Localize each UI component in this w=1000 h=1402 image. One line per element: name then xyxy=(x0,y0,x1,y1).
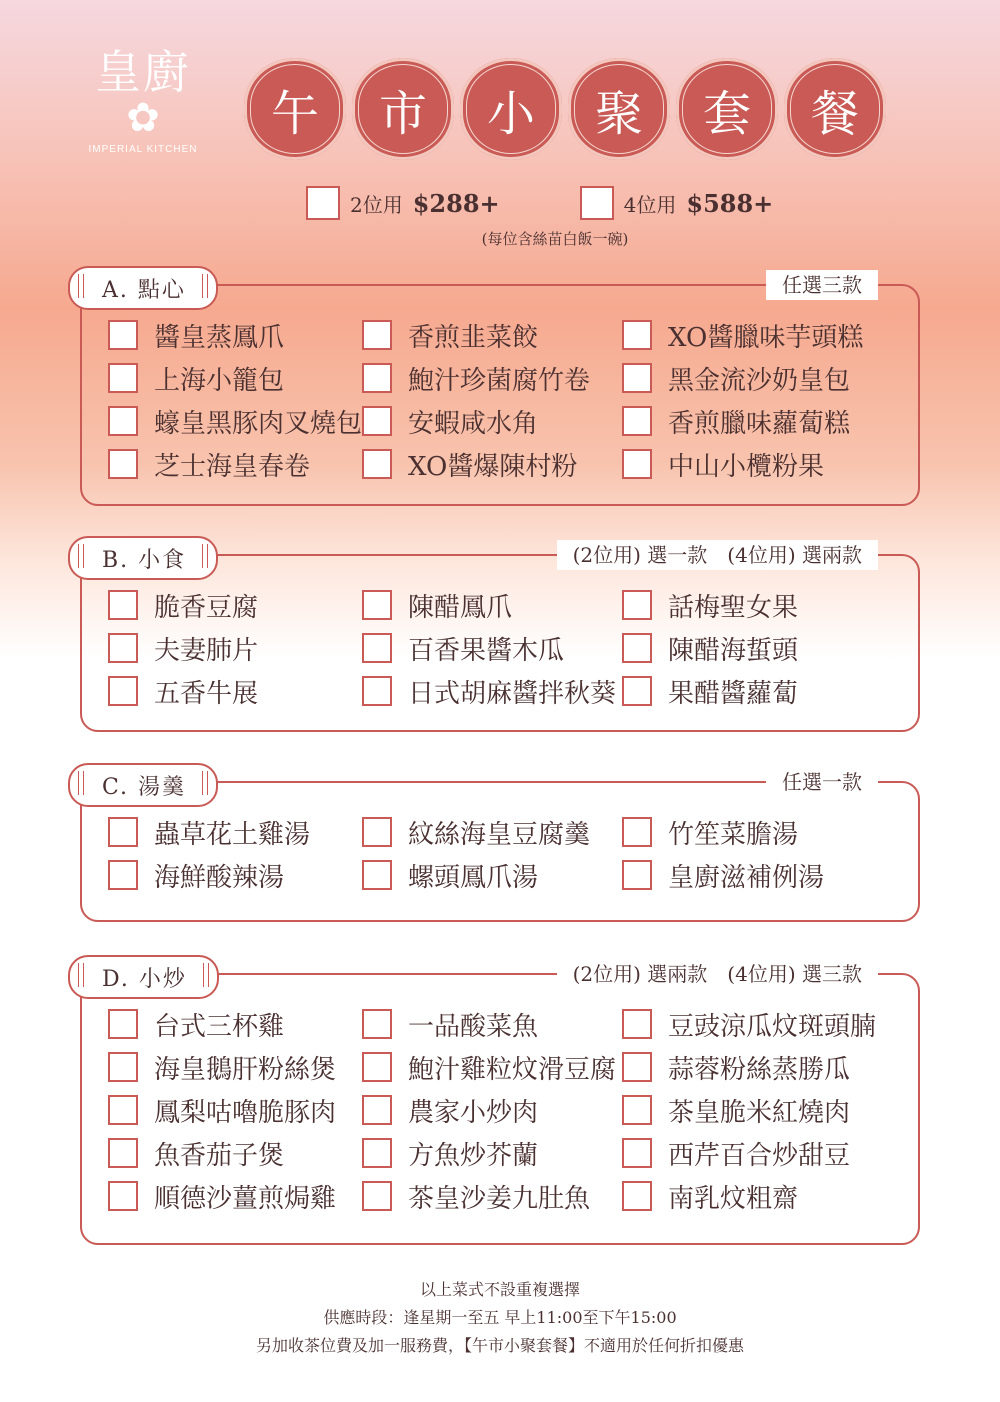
price-four-checkbox[interactable] xyxy=(580,186,614,220)
menu-item-label: 豆豉涼瓜炆斑頭腩 xyxy=(668,1011,877,1042)
menu-item[interactable] xyxy=(622,1181,882,1214)
menu-item-checkbox[interactable] xyxy=(622,1095,652,1125)
menu-item-checkbox[interactable] xyxy=(362,633,392,663)
menu-item-checkbox[interactable] xyxy=(362,406,392,436)
item-grid xyxy=(108,590,882,709)
menu-item-label: 醬皇蒸鳳爪 xyxy=(154,322,285,353)
menu-item-label: 日式胡麻醬拌秋葵 xyxy=(408,678,617,709)
menu-item[interactable] xyxy=(362,590,622,623)
menu-item-checkbox[interactable] xyxy=(362,1052,392,1082)
menu-item[interactable] xyxy=(362,1095,622,1128)
section-note: (2位用) 選一款 (4位用) 選兩款 xyxy=(557,540,878,570)
section-tag: B. 小食 xyxy=(68,536,218,580)
section-snacks xyxy=(80,543,920,732)
menu-item[interactable] xyxy=(108,449,362,482)
price-two-checkbox[interactable] xyxy=(306,186,340,220)
menu-item[interactable] xyxy=(362,1009,622,1042)
menu-item-checkbox[interactable] xyxy=(362,676,392,706)
price-options xyxy=(306,186,773,220)
menu-item[interactable] xyxy=(622,633,882,666)
menu-item-label: 竹笙菜膽湯 xyxy=(668,819,799,850)
section-stir-fry xyxy=(80,962,920,1245)
menu-item-checkbox[interactable] xyxy=(622,860,652,890)
price-two-amount: $288+ xyxy=(412,188,500,218)
menu-item[interactable] xyxy=(108,320,362,353)
footer-line-3: 另加收茶位費及加一服務費，【午市小聚套餐】不適用於任何折扣優惠 xyxy=(255,1336,744,1355)
menu-item-label: 五香牛展 xyxy=(154,678,259,709)
section-dim-sum xyxy=(80,273,920,506)
menu-item-checkbox[interactable] xyxy=(362,449,392,479)
menu-item-label: 果醋醬蘿蔔 xyxy=(668,678,799,709)
menu-item-checkbox[interactable] xyxy=(362,320,392,350)
menu-item[interactable] xyxy=(108,1181,362,1214)
menu-item-checkbox[interactable] xyxy=(108,1181,138,1211)
menu-item-label: 一品酸菜魚 xyxy=(408,1011,539,1042)
menu-item[interactable] xyxy=(622,1095,882,1128)
footer-line-2: 供應時段：逢星期一至五 早上11:00至下午15:00 xyxy=(323,1308,677,1327)
menu-item[interactable] xyxy=(622,817,882,850)
menu-item-label: 螺頭鳳爪湯 xyxy=(408,862,539,893)
menu-item[interactable] xyxy=(108,860,362,893)
menu-item-checkbox[interactable] xyxy=(362,363,392,393)
price-four-amount: $588+ xyxy=(686,188,774,218)
menu-item-checkbox[interactable] xyxy=(622,1181,652,1211)
menu-item-checkbox[interactable] xyxy=(108,449,138,479)
menu-item-label: 西芹百合炒甜豆 xyxy=(668,1140,851,1171)
menu-item-checkbox[interactable] xyxy=(108,1138,138,1168)
menu-item[interactable] xyxy=(362,633,622,666)
menu-item-label: 海鮮酸辣湯 xyxy=(154,862,285,893)
footer xyxy=(0,1276,1000,1360)
logo-english: IMPERIAL KITCHEN xyxy=(88,144,198,155)
menu-item-checkbox[interactable] xyxy=(362,1181,392,1211)
menu-item-label: 中山小欖粉果 xyxy=(668,451,825,482)
menu-item-checkbox[interactable] xyxy=(108,363,138,393)
section-note: 任選一款 xyxy=(766,767,878,797)
logo xyxy=(88,45,198,155)
menu-item-label: 蟲草花土雞湯 xyxy=(154,819,311,850)
section-note: (2位用) 選兩款 (4位用) 選三款 xyxy=(557,959,878,989)
menu-item-label: 順德沙薑煎焗雞 xyxy=(154,1183,337,1214)
rice-note: (每位含絲苗白飯一碗) xyxy=(481,230,629,248)
menu-item[interactable] xyxy=(362,363,622,396)
menu-item-label: 南乳炆粗齋 xyxy=(668,1183,799,1214)
menu-item-label: 台式三杯雞 xyxy=(154,1011,285,1042)
menu-item-checkbox[interactable] xyxy=(108,320,138,350)
menu-item-checkbox[interactable] xyxy=(108,1052,138,1082)
item-grid xyxy=(108,817,882,893)
menu-item-checkbox[interactable] xyxy=(362,1095,392,1125)
section-tag: A. 點心 xyxy=(68,266,218,310)
menu-item[interactable] xyxy=(622,1052,882,1085)
menu-item-checkbox[interactable] xyxy=(108,676,138,706)
menu-item[interactable] xyxy=(108,817,362,850)
menu-item-checkbox[interactable] xyxy=(622,817,652,847)
menu-item[interactable] xyxy=(622,406,882,439)
menu-item-checkbox[interactable] xyxy=(108,590,138,620)
title-char: 小 xyxy=(460,58,562,160)
menu-item-label: 農家小炒肉 xyxy=(408,1097,539,1128)
menu-item[interactable] xyxy=(108,363,362,396)
item-grid xyxy=(108,1009,882,1214)
menu-item-checkbox[interactable] xyxy=(622,1052,652,1082)
menu-item-checkbox[interactable] xyxy=(622,590,652,620)
menu-item[interactable] xyxy=(108,676,362,709)
menu-item-checkbox[interactable] xyxy=(622,633,652,663)
menu-item-label: 香煎臘味蘿蔔糕 xyxy=(668,408,851,439)
title-char: 市 xyxy=(352,58,454,160)
footer-line-1: 以上菜式不設重複選擇 xyxy=(419,1280,580,1299)
menu-item-label: 茶皇沙姜九肚魚 xyxy=(408,1183,591,1214)
menu-item[interactable] xyxy=(622,320,882,353)
menu-item[interactable] xyxy=(362,1138,622,1171)
section-soup xyxy=(80,770,920,922)
menu-item-checkbox[interactable] xyxy=(362,860,392,890)
menu-item-checkbox[interactable] xyxy=(108,817,138,847)
menu-item[interactable] xyxy=(622,1009,882,1042)
menu-item[interactable] xyxy=(362,1052,622,1085)
menu-item-checkbox[interactable] xyxy=(622,363,652,393)
price-two-label: 2位用 xyxy=(350,192,403,217)
menu-item[interactable] xyxy=(108,1052,362,1085)
menu-item-checkbox[interactable] xyxy=(108,633,138,663)
menu-item-label: 上海小籠包 xyxy=(154,365,285,396)
menu-item-label: 百香果醬木瓜 xyxy=(408,635,565,666)
section-tag: C. 湯羹 xyxy=(68,763,218,807)
menu-item-label: 海皇鵝肝粉絲煲 xyxy=(154,1054,337,1085)
menu-item[interactable] xyxy=(362,860,622,893)
menu-item-label: 陳醋海蜇頭 xyxy=(668,635,799,666)
menu-item[interactable] xyxy=(622,1138,882,1171)
menu-item[interactable] xyxy=(108,633,362,666)
menu-item-checkbox[interactable] xyxy=(622,320,652,350)
menu-item-checkbox[interactable] xyxy=(622,1138,652,1168)
menu-item-label: 陳醋鳳爪 xyxy=(408,592,513,623)
menu-item[interactable] xyxy=(108,406,363,439)
peony-flower-icon: ✿ xyxy=(126,95,160,141)
menu-item-checkbox[interactable] xyxy=(362,590,392,620)
menu-item-checkbox[interactable] xyxy=(622,676,652,706)
menu-item-label: 鮑汁雞粒炆滑豆腐 xyxy=(408,1054,617,1085)
menu-item[interactable] xyxy=(622,449,882,482)
price-four-label: 4位用 xyxy=(623,192,677,217)
menu-item-label: 鮑汁珍菌腐竹卷 xyxy=(408,365,591,396)
title-char: 餐 xyxy=(784,58,886,160)
menu-item[interactable] xyxy=(362,320,622,353)
menu-item-label: 芝士海皇春卷 xyxy=(154,451,311,482)
menu-item-label: 脆香豆腐 xyxy=(154,592,259,623)
logo-chinese: 皇廚 xyxy=(95,45,191,99)
menu-item-label: 方魚炒芥蘭 xyxy=(408,1140,539,1171)
menu-item-checkbox[interactable] xyxy=(622,449,652,479)
menu-item[interactable] xyxy=(362,1181,622,1214)
title-char: 套 xyxy=(676,58,778,160)
section-note: 任選三款 xyxy=(766,270,878,300)
item-grid xyxy=(108,320,882,482)
menu-item-checkbox[interactable] xyxy=(108,406,138,436)
menu-item[interactable] xyxy=(108,1138,362,1171)
menu-item-checkbox[interactable] xyxy=(108,860,138,890)
menu-item-label: 魚香茄子煲 xyxy=(154,1140,285,1171)
title-char: 午 xyxy=(244,58,346,160)
menu-item[interactable] xyxy=(362,817,622,850)
menu-item-checkbox[interactable] xyxy=(362,1009,392,1039)
title-char: 聚 xyxy=(568,58,670,160)
menu-item-label: 夫妻肺片 xyxy=(154,635,259,666)
menu-item[interactable] xyxy=(622,590,882,623)
menu-item-label: 香煎韭菜餃 xyxy=(408,322,539,353)
menu-item-label: XO醬臘味芋頭糕 xyxy=(668,322,864,353)
menu-item-checkbox[interactable] xyxy=(622,1009,652,1039)
menu-item-label: XO醬爆陳村粉 xyxy=(408,451,578,482)
menu-item[interactable] xyxy=(622,676,882,709)
menu-item[interactable] xyxy=(108,590,362,623)
menu-item-label: 蠔皇黑豚肉叉燒包 xyxy=(154,408,363,439)
menu-item[interactable] xyxy=(108,1095,362,1128)
page-title xyxy=(244,58,886,160)
menu-item-label: 皇廚滋補例湯 xyxy=(668,862,825,893)
menu-item[interactable] xyxy=(622,860,882,893)
menu-item-label: 安蝦咸水角 xyxy=(408,408,539,439)
menu-item[interactable] xyxy=(362,406,622,439)
section-tag: D. 小炒 xyxy=(68,955,219,999)
menu-item-label: 話梅聖女果 xyxy=(668,592,799,623)
menu-item[interactable] xyxy=(108,1009,362,1042)
menu-item-checkbox[interactable] xyxy=(108,1095,138,1125)
menu-item-label: 鳳梨咕嚕脆豚肉 xyxy=(154,1097,337,1128)
menu-item-checkbox[interactable] xyxy=(108,1009,138,1039)
menu-item-label: 蒜蓉粉絲蒸勝瓜 xyxy=(668,1054,851,1085)
menu-item-label: 黑金流沙奶皇包 xyxy=(668,365,851,396)
menu-item-checkbox[interactable] xyxy=(362,817,392,847)
menu-item[interactable] xyxy=(362,676,622,709)
menu-item-label: 紋絲海皇豆腐羹 xyxy=(408,819,591,850)
menu-item[interactable] xyxy=(362,449,622,482)
menu-item-checkbox[interactable] xyxy=(622,406,652,436)
menu-item-label: 茶皇脆米紅燒肉 xyxy=(668,1097,851,1128)
menu-item[interactable] xyxy=(622,363,882,396)
menu-item-checkbox[interactable] xyxy=(362,1138,392,1168)
